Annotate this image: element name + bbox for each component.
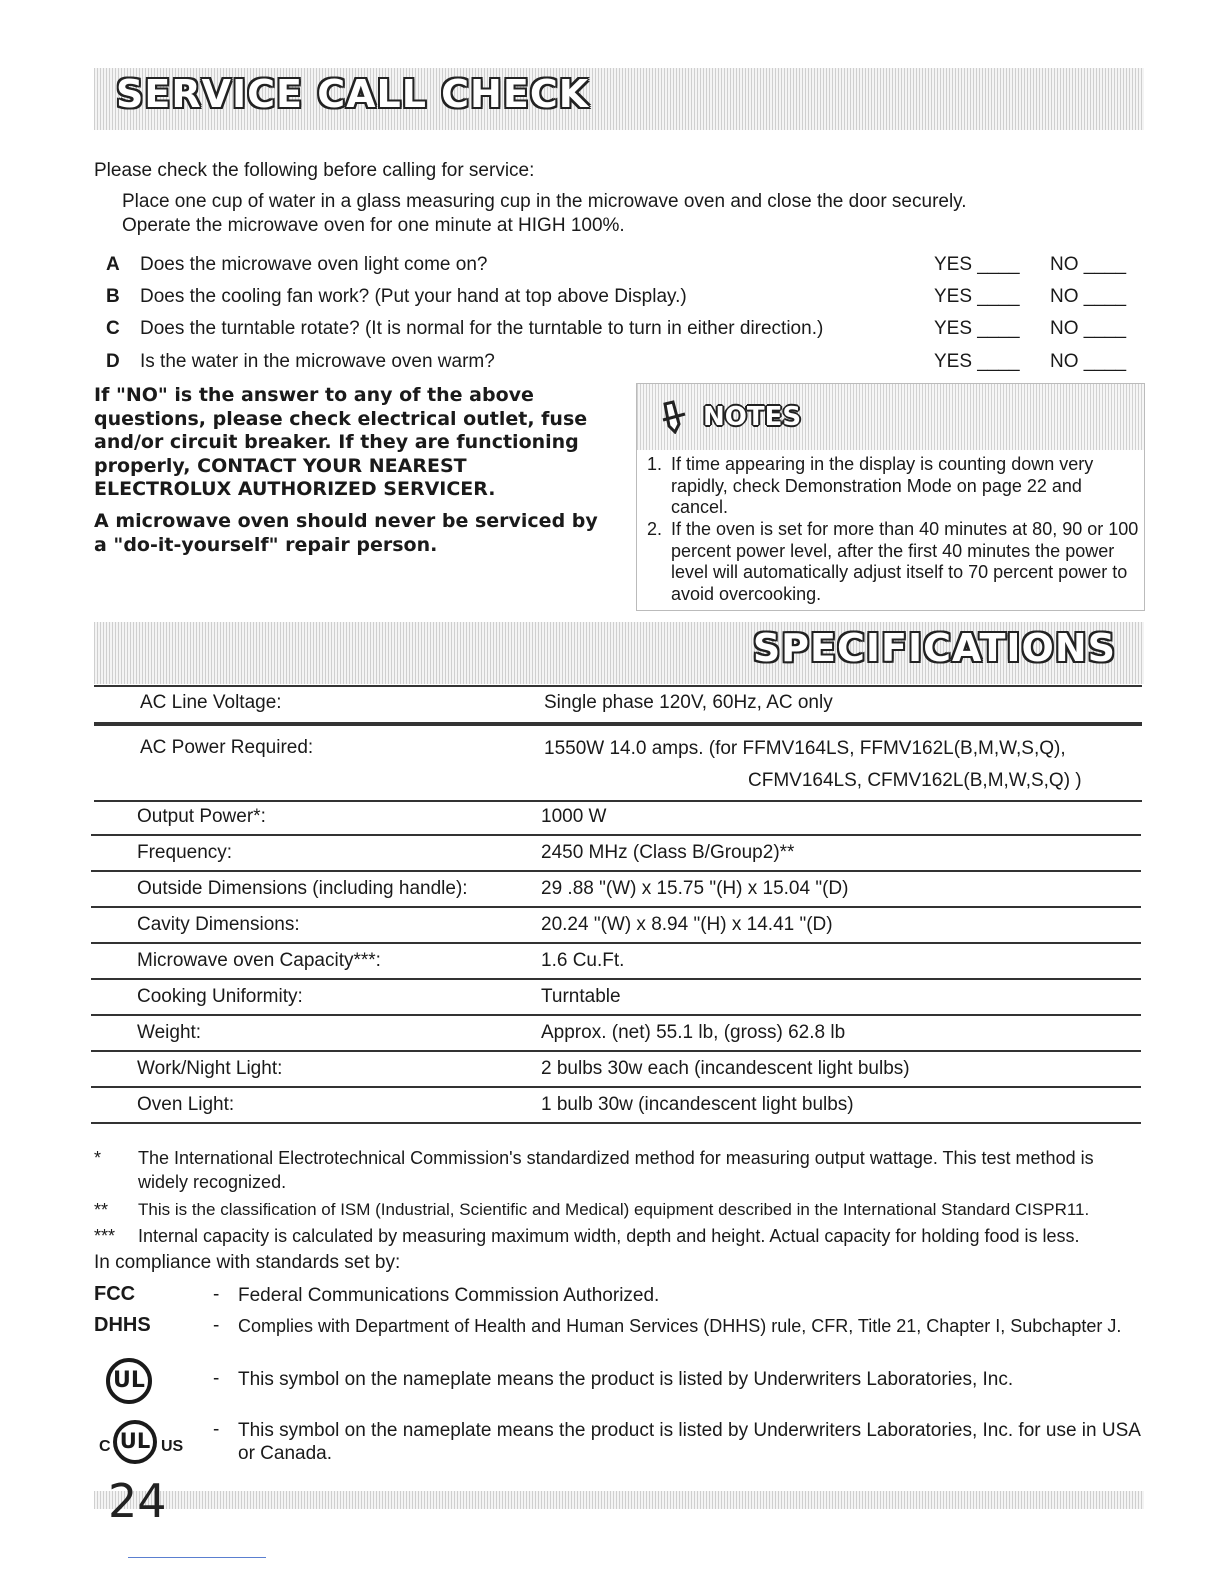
dash: - (213, 1419, 220, 1440)
yes-blank: YES ____ (934, 286, 1020, 307)
spec-value: Turntable (541, 986, 621, 1007)
culus-prefix: C (99, 1438, 111, 1455)
footnote-mark: * (94, 1148, 102, 1168)
spec-value: 1000 W (541, 806, 607, 827)
spec-value-cont: CFMV164LS, CFMV162L(B,M,W,S,Q) ) (748, 770, 1082, 791)
spec-row (91, 1088, 1141, 1124)
spec-value: Approx. (net) 55.1 lb, (gross) 62.8 lb (541, 1022, 846, 1043)
footnote-mark: *** (94, 1226, 116, 1246)
service-intro: Please check the following before calling for service: (94, 160, 535, 181)
spec-row (91, 1052, 1141, 1088)
question-text: Does the cooling fan work? (Put your hand at top above Display.) (140, 286, 687, 307)
ul-logo-text: UL (113, 1368, 145, 1393)
footnote-text: This is the classification of ISM (Industrial, Scientific and Medical) equipment described in the International Standard CISPR11. (138, 1200, 1090, 1219)
spec-value: 1550W 14.0 amps. (for FFMV164LS, FFMV162L(B,M,W,S,Q), (544, 738, 1066, 759)
spec-row (94, 724, 1142, 802)
specifications-title: SPECIFICATIONS (752, 626, 1116, 670)
note-text: If time appearing in the display is counting down very rapidly, check Demonstration Mode on page 22 and cancel. (671, 454, 1094, 518)
spec-value: Single phase 120V, 60Hz, AC only (544, 692, 833, 713)
spec-label: Cavity Dimensions: (137, 914, 300, 935)
yes-blank: YES ____ (934, 254, 1020, 275)
question-text: Is the water in the microwave oven warm? (140, 351, 495, 372)
spec-label: Outside Dimensions (including handle): (137, 878, 468, 899)
culus-description: This symbol on the nameplate means the product is listed by Underwriters Laboratories, Inc. for use in USA or Canada. (238, 1420, 1140, 1464)
question-text: Does the turntable rotate? (It is normal for the turntable to turn in either direction.) (140, 318, 824, 339)
fcc-label: FCC (94, 1283, 136, 1305)
spec-value: 20.24 "(W) x 8.94 "(H) x 14.41 "(D) (541, 914, 833, 935)
spec-value: 1 bulb 30w (incandescent light bulbs) (541, 1094, 854, 1115)
culus-logo (113, 1420, 157, 1464)
service-call-check-title: SERVICE CALL CHECK (116, 72, 590, 116)
spec-row (91, 944, 1141, 980)
no-answer-warning: If "NO" is the answer to any of the above questions, please check electrical outlet, fuse and/or circuit breaker. If they are functioning properly, CONTACT YOUR NEAREST ELECTROLUX AUTHORIZED SERVICER. (94, 384, 588, 500)
compliance-intro: In compliance with standards set by: (94, 1252, 401, 1273)
dhhs-label: DHHS (94, 1314, 151, 1336)
footer-link-line (128, 1557, 266, 1558)
notes-title: NOTES (703, 402, 802, 432)
spec-row (94, 687, 1142, 724)
notes-box (636, 383, 1145, 611)
no-blank: NO ____ (1050, 286, 1127, 307)
spec-label: Frequency: (137, 842, 233, 863)
question-text: Does the microwave oven light come on? (140, 254, 488, 275)
note-number: 2. (647, 519, 663, 539)
spec-value: 2 bulbs 30w each (incandescent light bulbs) (541, 1058, 910, 1079)
specifications-banner (94, 622, 1144, 684)
yes-blank: YES ____ (934, 351, 1020, 372)
footer-bar (94, 1491, 1144, 1509)
spec-row (91, 836, 1141, 872)
note-number: 1. (647, 454, 663, 474)
spec-value: 1.6 Cu.Ft. (541, 950, 625, 971)
spec-label: AC Power Required: (140, 737, 314, 758)
no-blank: NO ____ (1050, 351, 1127, 372)
culus-suffix: US (161, 1438, 184, 1455)
dash: - (213, 1368, 220, 1389)
spec-label: Microwave oven Capacity***: (137, 950, 381, 971)
footnote-text: The International Electrotechnical Commission's standardized method for measuring output wattage. This test method is widely recognized. (138, 1148, 1094, 1192)
ul-logo (106, 1358, 152, 1404)
spec-row (91, 872, 1141, 908)
spec-label: Work/Night Light: (137, 1058, 283, 1079)
no-blank: NO ____ (1050, 254, 1127, 275)
ul-description: This symbol on the nameplate means the product is listed by Underwriters Laboratories, Inc. (238, 1369, 1014, 1390)
pencil-icon (659, 400, 689, 434)
spec-label: Cooking Uniformity: (137, 986, 303, 1007)
note-text: If the oven is set for more than 40 minutes at 80, 90 or 100 percent power level, after the first 40 minutes the power level will automatically adjust itself to 70 percent power to avoid overcooking. (671, 519, 1139, 605)
question-letter: A (106, 254, 120, 275)
service-call-check-banner (94, 68, 1144, 130)
spec-row (91, 1016, 1141, 1052)
dhhs-description: Complies with Department of Health and Human Services (DHHS) rule, CFR, Title 21, Chapter I, Subchapter J. (238, 1316, 1122, 1336)
spec-label: Weight: (137, 1022, 202, 1043)
question-letter: C (106, 318, 120, 339)
spec-value: 2450 MHz (Class B/Group2)** (541, 842, 795, 863)
spec-value: 29 .88 "(W) x 15.75 "(H) x 15.04 "(D) (541, 878, 849, 899)
question-letter: B (106, 286, 120, 307)
question-letter: D (106, 351, 120, 372)
spec-row (91, 980, 1141, 1016)
fcc-description: Federal Communications Commission Authorized. (238, 1285, 660, 1306)
dash: - (213, 1284, 220, 1305)
ul-logo-text: UL (119, 1429, 151, 1453)
footnote-text: Internal capacity is calculated by measuring maximum width, depth and height. Actual capacity for holding food is less. (138, 1226, 1080, 1246)
spec-row (91, 800, 1141, 836)
spec-label: AC Line Voltage: (140, 692, 282, 713)
diy-warning: A microwave oven should never be serviced by a "do-it-yourself" repair person. (94, 510, 598, 556)
dash: - (213, 1315, 220, 1336)
spec-label: Oven Light: (137, 1094, 235, 1115)
notes-header (637, 384, 1144, 450)
no-blank: NO ____ (1050, 318, 1127, 339)
instruction-2: Operate the microwave oven for one minute at HIGH 100%. (122, 215, 625, 236)
instruction-1: Place one cup of water in a glass measuring cup in the microwave oven and close the door securely. (122, 191, 967, 212)
footnote-mark: ** (94, 1200, 109, 1220)
yes-blank: YES ____ (934, 318, 1020, 339)
spec-row (91, 908, 1141, 944)
spec-label: Output Power*: (137, 806, 266, 827)
page-number: 24 (108, 1474, 167, 1528)
